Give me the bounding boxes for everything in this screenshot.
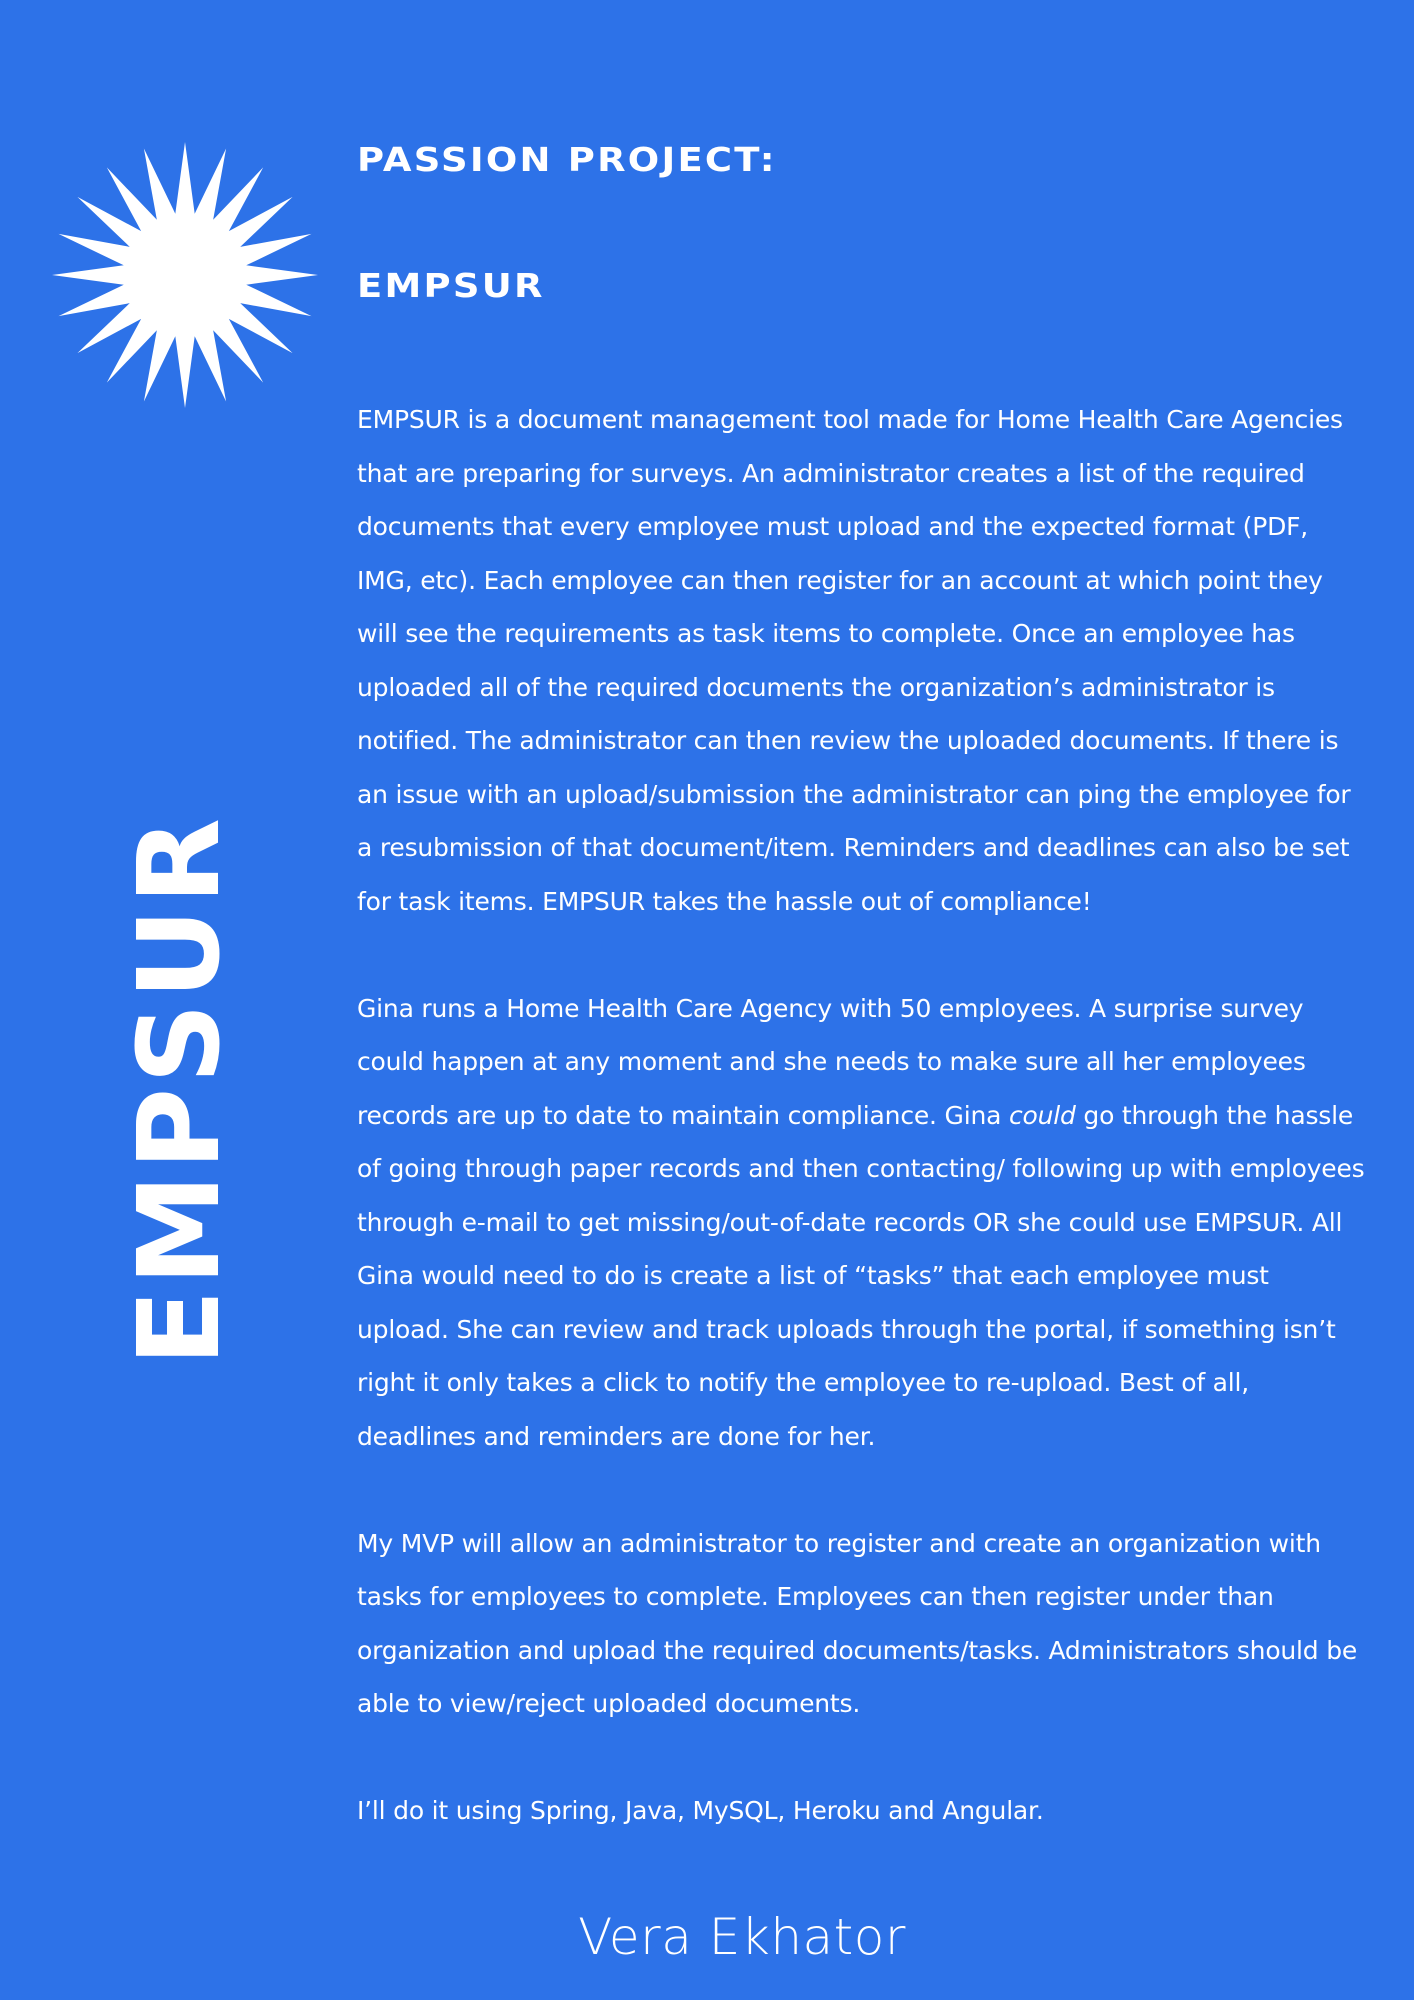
paragraph-use-case-part2: go through the hassle of going through paper records and then contacting/ following up with employees through e-mail to get missing/out-of-date records OR she could use EMPSUR. All Gina would need to do is create a list of “tasks” that each employee must upload. She can review and track uploads through the portal, if something isn’t right it only takes a click to notify the employee to re-upload. Best of all, deadlines and reminders are done for her. <box>357 1100 1365 1451</box>
document-body <box>357 393 1367 1838</box>
paragraph-use-case <box>357 982 1367 1464</box>
paragraph-use-case-part1: Gina runs a Home Health Care Agency with 50 employees. A surprise survey could happen at any moment and she needs to make sure all her employees records are up to date to maintain compliance. Gina <box>357 993 1306 1130</box>
author-name: Vera Ekhator <box>578 1908 906 1966</box>
paragraph-mvp: My MVP will allow an administrator to register and create an organization with tasks for employees to complete. Employees can then register under than organization and upload the required documents/tasks. Administrators should be able to view/reject uploaded documents. <box>357 1528 1358 1718</box>
vertical-title: EMPSUR <box>115 814 245 1366</box>
paragraph-tech-stack: I’ll do it using Spring, Java, MySQL, Heroku and Angular. <box>357 1796 1044 1825</box>
paragraph-description: EMPSUR is a document management tool made for Home Health Care Agencies that are preparing for surveys. An administrator creates a list of the required documents that every employee must upload and the expected format (PDF, IMG, etc). Each employee can then register for an account at which point they will see the requirements as task items to complete. Once an employee has uploaded all of the required documents the organization’s administrator is notified. The administrator can then review the uploaded documents. If there is an issue with an upload/submission the administrator can ping the employee for a resubmission of that document/item. Reminders and deadlines can also be set for task items. EMPSUR takes the hassle out of compliance! <box>357 405 1351 916</box>
paragraph-use-case-emphasis: could <box>1008 1100 1076 1130</box>
heading-passion-project: PASSION PROJECT: <box>357 140 777 179</box>
vertical-title-container <box>80 740 280 1440</box>
starburst-icon <box>50 140 320 410</box>
heading-project-name: EMPSUR <box>357 266 545 305</box>
